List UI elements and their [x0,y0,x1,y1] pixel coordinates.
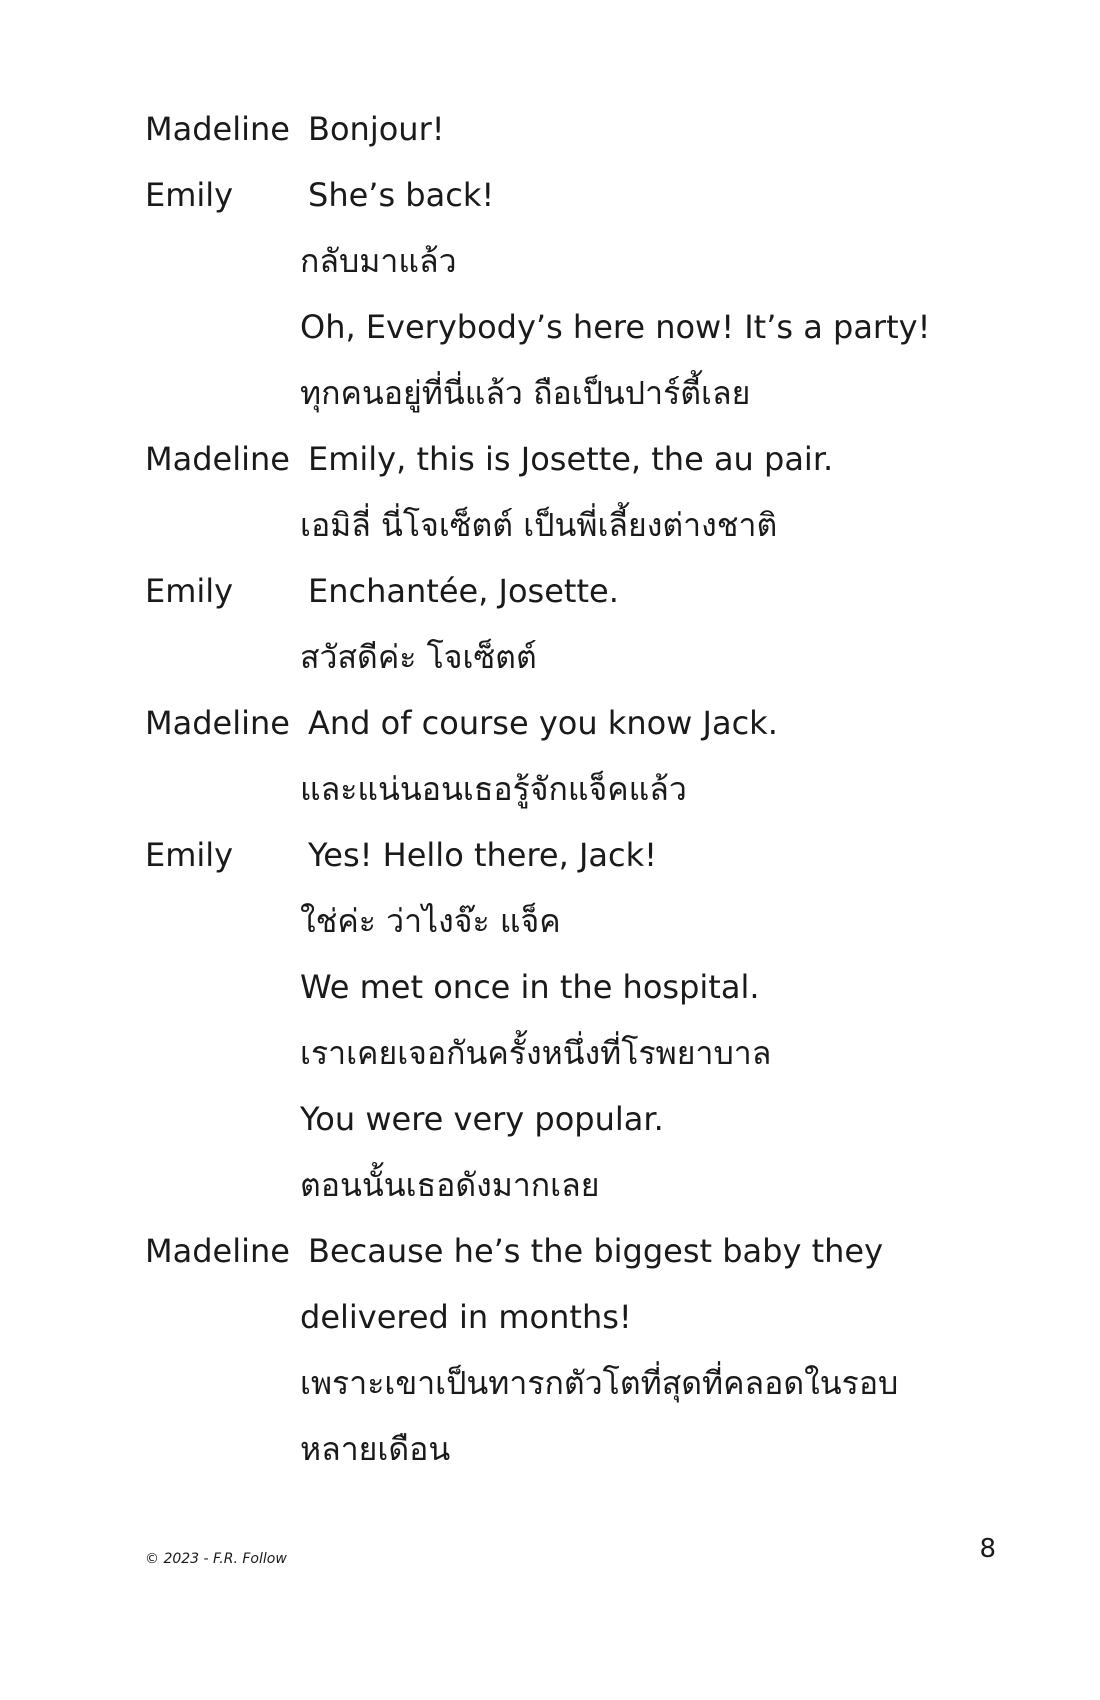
dialogue-line [145,294,1005,360]
dialogue-line [145,360,1005,426]
dialogue-line [145,1416,1005,1482]
dialogue-line [145,426,1005,492]
dialogue-line [145,756,1005,822]
speaker-name: Emily [145,176,234,214]
dialogue-translation: ทุกคนอยู่ที่นี่แล้ว ถือเป็นปาร์ตี้เลย [300,374,751,412]
dialogue-text: Yes! Hello there, Jack! [308,836,657,874]
dialogue-line [145,228,1005,294]
dialogue-line [145,1350,1005,1416]
speaker-name: Madeline [145,110,290,148]
dialogue-text: We met once in the hospital. [300,968,760,1006]
dialogue-text: She’s back! [308,176,495,214]
dialogue-translation: เอมิลี่ นี่โจเซ็ตต์ เป็นพี่เลี้ยงต่างชาติ [300,506,778,544]
dialogue-text: Oh, Everybody’s here now! It’s a party! [300,308,931,346]
dialogue-translation: เราเคยเจอกันครั้งหนึ่งที่โรพยาบาล [300,1034,772,1072]
dialogue-line [145,1020,1005,1086]
dialogue-line [145,1086,1005,1152]
dialogue-text: Bonjour! [308,110,445,148]
speaker-name: Madeline [145,1232,290,1270]
dialogue-text: Because he’s the biggest baby they [308,1232,884,1270]
dialogue-line [145,1152,1005,1218]
dialogue-line [145,822,1005,888]
dialogue-line [145,624,1005,690]
page-number: 8 [979,1534,996,1564]
dialogue-translation: และแน่นอนเธอรู้จักแจ็คแล้ว [300,770,687,808]
dialogue-line [145,888,1005,954]
dialogue-line [145,690,1005,756]
dialogue-line [145,954,1005,1020]
dialogue-line [145,558,1005,624]
speaker-name: Emily [145,572,234,610]
dialogue-line [145,162,1005,228]
dialogue-text: And of course you know Jack. [308,704,778,742]
speaker-name: Madeline [145,440,290,478]
dialogue-text: You were very popular. [300,1100,664,1138]
dialogue-text: Enchantée, Josette. [308,572,619,610]
speaker-name: Madeline [145,704,290,742]
dialogue-translation: ตอนนั้นเธอดังมากเลย [300,1166,600,1204]
dialogue-line [145,492,1005,558]
dialogue-line [145,1218,1005,1284]
dialogue-line [145,1284,1005,1350]
dialogue-translation: ใช่ค่ะ ว่าไงจ๊ะ แจ็ค [300,902,561,940]
dialogue-translation: สวัสดีค่ะ โจเซ็ตต์ [300,638,537,676]
copyright-notice: © 2023 - F.R. Follow [145,1551,287,1567]
dialogue-line [145,96,1005,162]
dialogue-translation: เพราะเขาเป็นทารกตัวโตที่สุดที่คลอดในรอบ [300,1364,899,1402]
dialogue-translation: หลายเดือน [300,1430,451,1468]
dialogue-text: delivered in months! [300,1298,632,1336]
dialogue-text: Emily, this is Josette, the au pair. [308,440,834,478]
dialogue-script [145,96,1005,1482]
dialogue-translation: กลับมาแล้ว [300,242,457,280]
speaker-name: Emily [145,836,234,874]
